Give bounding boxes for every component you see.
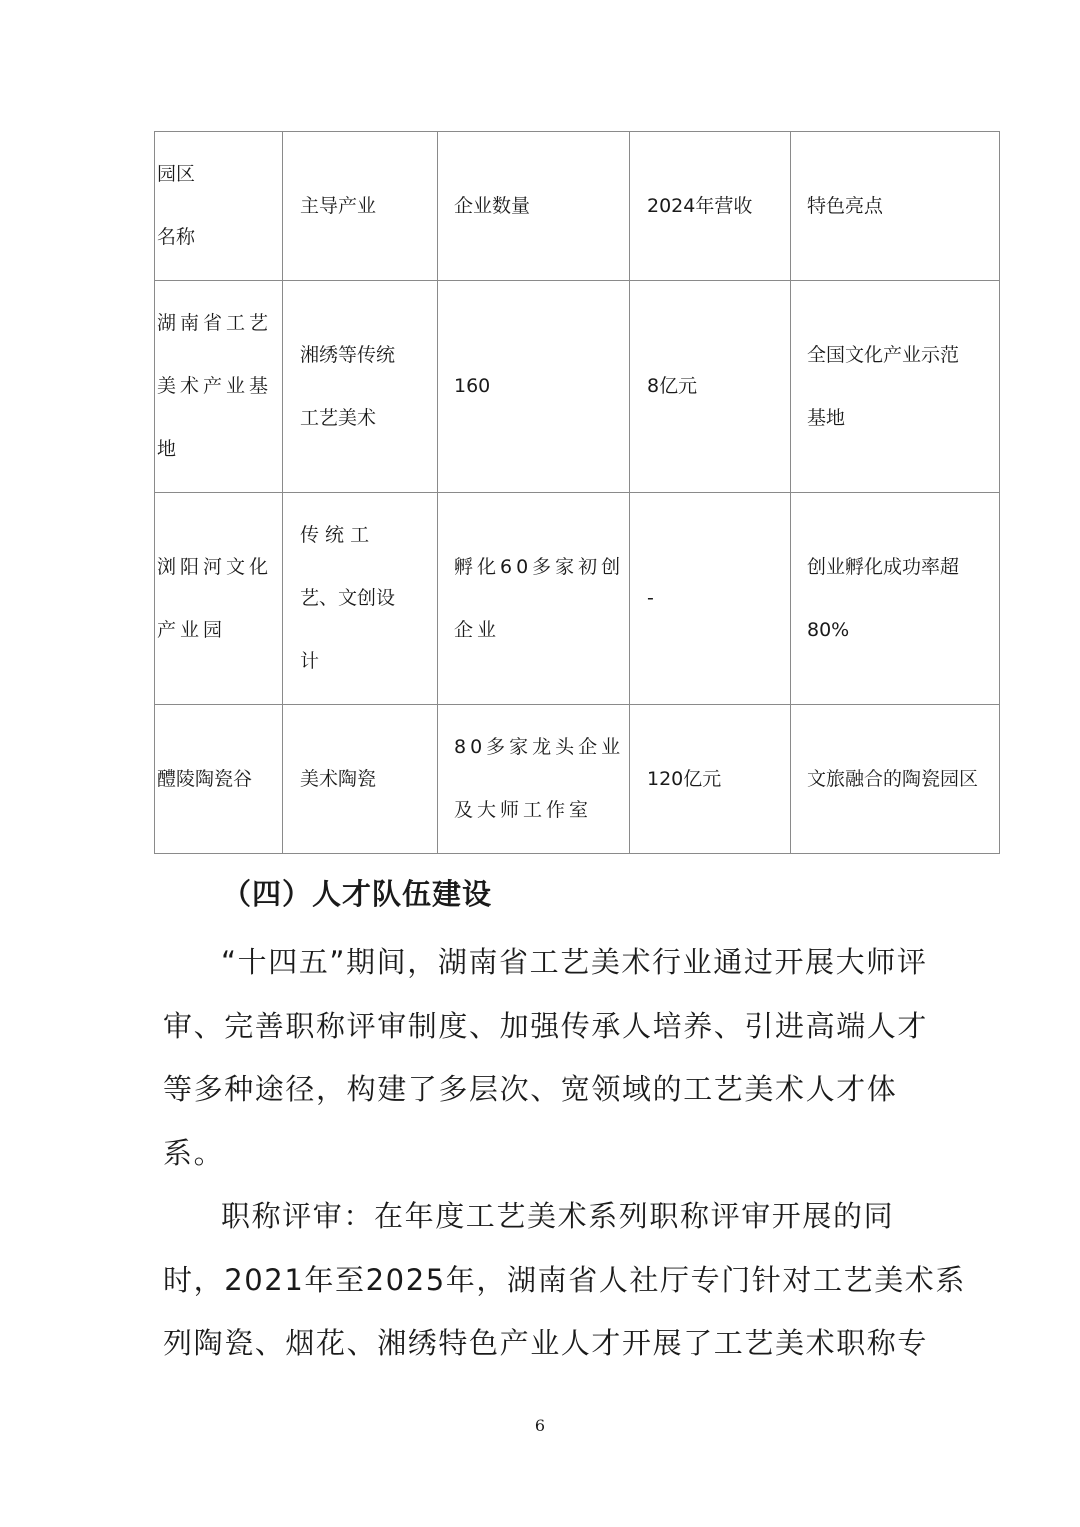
cell-industry-text: 湘绣等传统 工艺美术 — [300, 343, 396, 429]
table-header-row — [155, 132, 1000, 281]
cell-revenue — [630, 705, 791, 854]
cell-industry-text: 美术陶瓷 — [300, 767, 377, 790]
header-companies-text: 企业数量 — [454, 194, 531, 217]
cell-revenue-text: 120亿元 — [647, 767, 722, 790]
header-companies — [438, 132, 630, 281]
table-row — [155, 705, 1000, 854]
cell-park-text: 湖南省工艺 美术产业基 地 — [157, 312, 273, 460]
paragraph-line: 时，2021年至2025年，湖南省人社厅专门针对工艺美术系 — [163, 1262, 967, 1297]
paragraph-line: “十四五”期间，湖南省工艺美术行业通过开展大师评 — [221, 945, 928, 979]
table-row — [155, 281, 1000, 493]
cell-industry — [283, 493, 438, 705]
cell-companies — [438, 705, 630, 854]
header-park-name-line2: 名称 — [157, 226, 196, 248]
cell-companies-text: 孵化60多家初创 企业 — [454, 555, 625, 641]
cell-highlights-text: 创业孵化成功率超 80% — [807, 555, 960, 641]
header-revenue-text: 2024年营收 — [647, 194, 753, 217]
cell-park — [155, 705, 283, 854]
cell-industry — [283, 705, 438, 854]
paragraph-title-evaluation — [163, 1185, 967, 1376]
cell-highlights-text: 文旅融合的陶瓷园区 — [807, 767, 979, 790]
cell-revenue — [630, 281, 791, 493]
header-park-name — [155, 132, 283, 281]
industrial-parks-table — [154, 131, 1000, 854]
paragraph-line: 列陶瓷、烟花、湘绣特色产业人才开展了工艺美术职称专 — [163, 1326, 929, 1360]
cell-companies-text: 80多家龙头企业 及大师工作室 — [454, 736, 625, 821]
paragraph-line: 职称评审：在年度工艺美术系列职称评审开展的同 — [221, 1199, 895, 1233]
page-number: 6 — [534, 1416, 546, 1435]
header-industry-text: 主导产业 — [300, 194, 377, 217]
cell-highlights — [791, 705, 1000, 854]
paragraph-line: 审、完善职称评审制度、加强传承人培养、引进高端人才 — [163, 1008, 929, 1043]
paragraph-line: 等多种途径，构建了多层次、宽领域的工艺美术人才体 — [163, 1072, 898, 1106]
cell-companies-text: 160 — [454, 375, 491, 397]
cell-park-text: 醴陵陶瓷谷 — [157, 767, 253, 790]
paragraph-line: 系。 — [163, 1135, 225, 1170]
cell-highlights-text: 全国文化产业示范 基地 — [807, 343, 960, 429]
cell-companies — [438, 281, 630, 493]
header-highlights — [791, 132, 1000, 281]
cell-highlights — [791, 281, 1000, 493]
header-highlights-text: 特色亮点 — [807, 194, 884, 217]
cell-park — [155, 493, 283, 705]
cell-industry — [283, 281, 438, 493]
cell-revenue-text: 8亿元 — [647, 375, 698, 397]
cell-revenue — [630, 493, 791, 705]
cell-revenue-text: - — [647, 587, 654, 609]
cell-park-text: 浏阳河文化 产业园 — [157, 555, 273, 641]
header-industry — [283, 132, 438, 281]
cell-highlights — [791, 493, 1000, 705]
header-revenue — [630, 132, 791, 281]
cell-companies — [438, 493, 630, 705]
cell-park — [155, 281, 283, 493]
table-row — [155, 493, 1000, 705]
section-heading: （四）人才队伍建设 — [222, 877, 493, 911]
cell-industry-text: 传 统 工 艺、文创设 计 — [300, 524, 396, 672]
header-park-name-line1: 园区 — [157, 163, 196, 185]
paragraph-talent-overview — [163, 931, 929, 1185]
